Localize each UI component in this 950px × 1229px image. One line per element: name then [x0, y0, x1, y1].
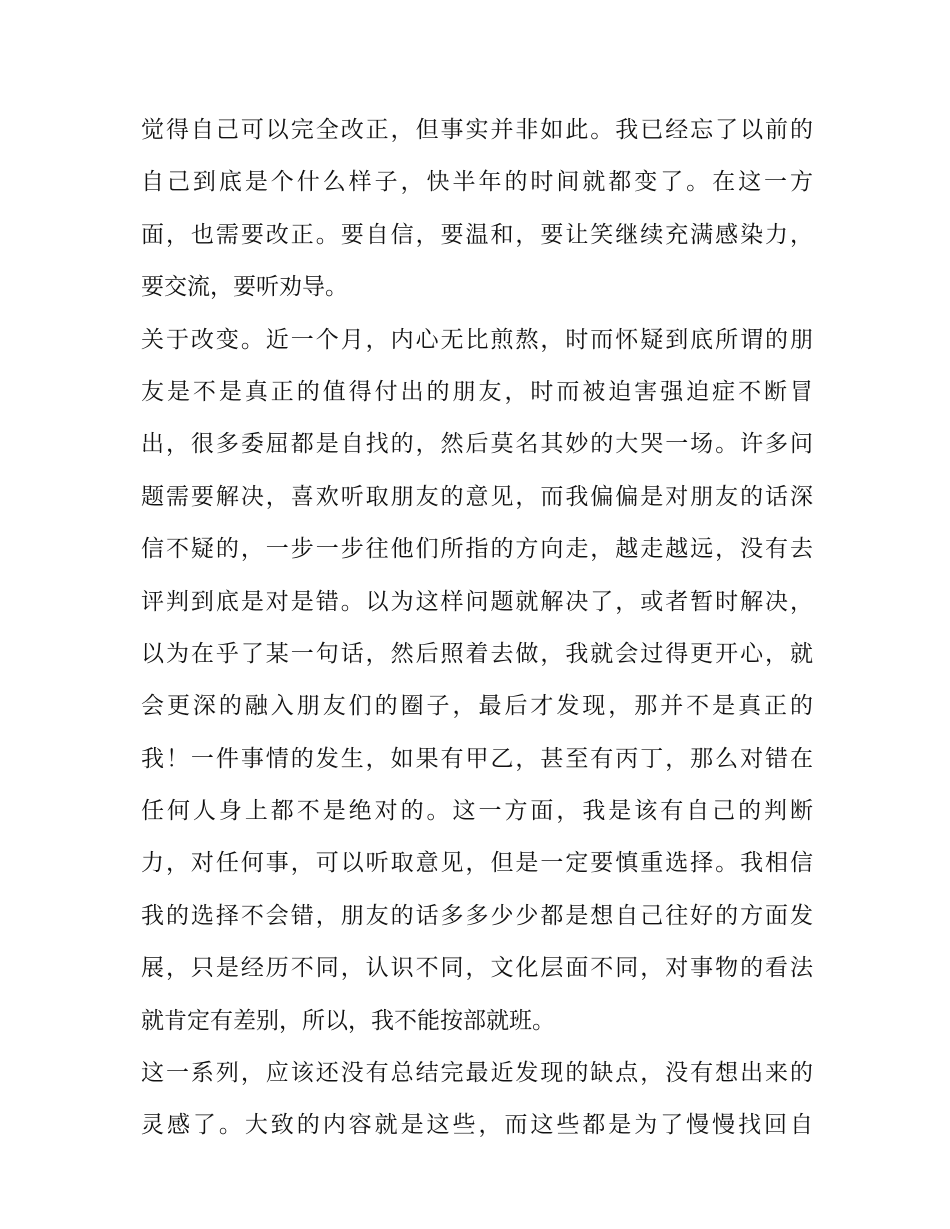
- text-line: 这一系列，应该还没有总结完最近发现的缺点，没有想出来的: [141, 1060, 813, 1087]
- text-line: 灵感了。大致的内容就是这些，而这些都是为了慢慢找回自: [141, 1112, 813, 1139]
- text-line: 展，只是经历不同，认识不同，文化层面不同，对事物的看法: [141, 955, 813, 982]
- paragraph-1: [141, 104, 813, 314]
- text-line: 自己到底是个什么样子，快半年的时间就都变了。在这一方: [141, 169, 813, 196]
- text-line: 出，很多委屈都是自找的，然后莫名其妙的大哭一场。许多问: [141, 431, 813, 458]
- text-line: 题需要解决，喜欢听取朋友的意见，而我偏偏是对朋友的话深: [141, 483, 813, 510]
- text-line: 觉得自己可以完全改正，但事实并非如此。我已经忘了以前的: [141, 117, 813, 143]
- text-line: 我！一件事情的发生，如果有甲乙，甚至有丙丁，那么对错在: [141, 745, 813, 772]
- text-line: 以为在乎了某一句话，然后照着去做，我就会过得更开心，就: [141, 640, 813, 667]
- text-line: 会更深的融入朋友们的圈子，最后才发现，那并不是真正的: [141, 693, 813, 720]
- text-line: 要交流，要听劝导。: [141, 274, 348, 301]
- text-line: 力，对任何事，可以听取意见，但是一定要慎重选择。我相信: [141, 850, 813, 877]
- text-line: 任何人身上都不是绝对的。这一方面，我是该有自己的判断: [141, 798, 813, 825]
- text-line: 信不疑的，一步一步往他们所指的方向走，越走越远，没有去: [141, 536, 813, 563]
- text-line: 面，也需要改正。要自信，要温和，要让笑继续充满感染力，: [141, 221, 813, 248]
- text-line: 就肯定有差别，所以，我不能按部就班。: [141, 1007, 555, 1034]
- body-text: [141, 104, 813, 1152]
- text-line: 评判到底是对是错。以为这样问题就解决了，或者暂时解决，: [141, 588, 813, 615]
- text-line: 友是不是真正的值得付出的朋友，时而被迫害强迫症不断冒: [141, 378, 813, 405]
- text-line: 我的选择不会错，朋友的话多多少少都是想自己往好的方面发: [141, 902, 813, 929]
- paragraph-3: [141, 1047, 813, 1152]
- text-line: 关于改变。近一个月，内心无比煎熬，时而怀疑到底所谓的朋: [141, 326, 813, 353]
- paragraph-2: [141, 314, 813, 1047]
